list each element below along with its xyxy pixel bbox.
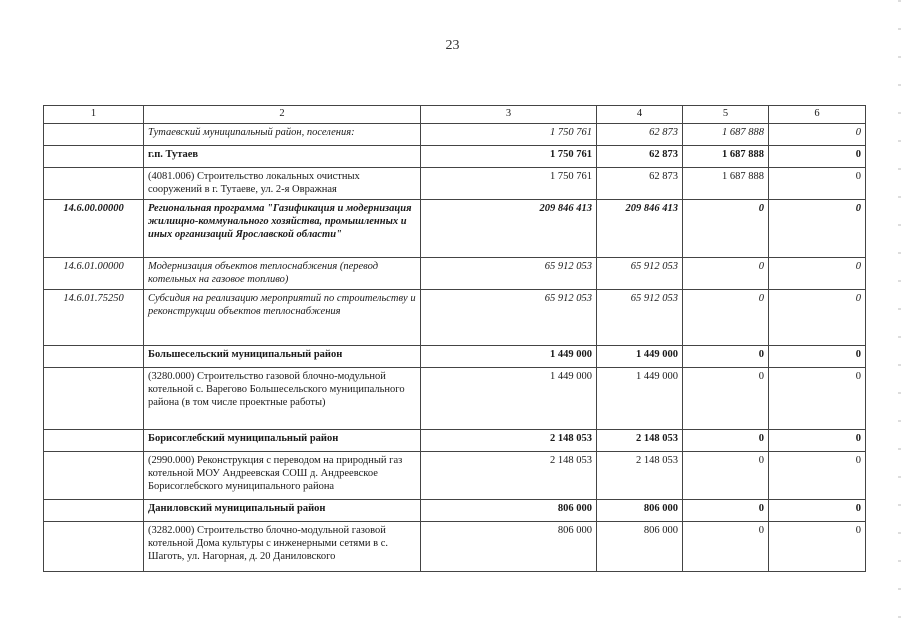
- cell-name: Большесельский муниципальный район: [144, 346, 421, 368]
- cell-regional: 65 912 053: [597, 258, 683, 290]
- page-number: 23: [445, 38, 460, 53]
- cell-code: 14.6.01.75250: [44, 290, 144, 346]
- table-row: [44, 346, 866, 368]
- cell-other: 0: [769, 522, 866, 572]
- cell-name: Тутаевский муниципальный район, поселения:: [144, 124, 421, 146]
- table-row: [44, 290, 866, 346]
- cell-local: 0: [683, 346, 769, 368]
- header-col-3: 3: [421, 106, 597, 124]
- cell-code: [44, 168, 144, 200]
- cell-code: [44, 368, 144, 430]
- cell-code: [44, 500, 144, 522]
- cell-local: 0: [683, 522, 769, 572]
- table-row: [44, 124, 866, 146]
- table-row: [44, 522, 866, 572]
- cell-regional: 209 846 413: [597, 200, 683, 258]
- cell-name: Субсидия на реализацию мероприятий по строительству и реконструкции объектов теплоснабжения: [144, 290, 421, 346]
- cell-regional: 1 449 000: [597, 346, 683, 368]
- header-col-6: 6: [769, 106, 866, 124]
- cell-total: 1 750 761: [421, 124, 597, 146]
- cell-name: Борисоглебский муниципальный район: [144, 430, 421, 452]
- header-col-2: 2: [144, 106, 421, 124]
- table-row: [44, 258, 866, 290]
- table-row: [44, 368, 866, 430]
- cell-name: Региональная программа "Газификация и модернизация жилищно-коммунального хозяйства, промышленных и иных организаций Ярославской области": [144, 200, 421, 258]
- header-col-1: 1: [44, 106, 144, 124]
- cell-local: 0: [683, 200, 769, 258]
- cell-local: 0: [683, 290, 769, 346]
- cell-local: 0: [683, 500, 769, 522]
- cell-name: Даниловский муниципальный район: [144, 500, 421, 522]
- cell-local: 0: [683, 368, 769, 430]
- cell-regional: 806 000: [597, 500, 683, 522]
- cell-name: г.п. Тутаев: [144, 146, 421, 168]
- cell-total: 1 750 761: [421, 146, 597, 168]
- cell-total: 806 000: [421, 500, 597, 522]
- header-col-4: 4: [597, 106, 683, 124]
- table-row: [44, 146, 866, 168]
- cell-regional: 62 873: [597, 124, 683, 146]
- cell-other: 0: [769, 290, 866, 346]
- table-body: [44, 124, 866, 572]
- cell-code: 14.6.00.00000: [44, 200, 144, 258]
- cell-code: [44, 430, 144, 452]
- cell-local: 1 687 888: [683, 146, 769, 168]
- table-row: [44, 452, 866, 500]
- cell-total: 1 449 000: [421, 346, 597, 368]
- cell-name: (3280.000) Строительство газовой блочно-модульной котельной с. Варегово Большесельского муниципального района (в том числе проектные работы): [144, 368, 421, 430]
- cell-other: 0: [769, 200, 866, 258]
- cell-regional: 62 873: [597, 146, 683, 168]
- cell-other: 0: [769, 346, 866, 368]
- cell-other: 0: [769, 124, 866, 146]
- cell-total: 65 912 053: [421, 258, 597, 290]
- cell-name: (2990.000) Реконструкция с переводом на природный газ котельной МОУ Андреевская СОШ д. Андреевское Борисоглебского муниципального района: [144, 452, 421, 500]
- budget-table: [43, 105, 866, 572]
- cell-total: 1 449 000: [421, 368, 597, 430]
- table-row: [44, 500, 866, 522]
- cell-code: 14.6.01.00000: [44, 258, 144, 290]
- table-row: [44, 200, 866, 258]
- cell-local: 1 687 888: [683, 168, 769, 200]
- cell-local: 0: [683, 430, 769, 452]
- cell-regional: 2 148 053: [597, 430, 683, 452]
- cell-total: 65 912 053: [421, 290, 597, 346]
- cell-code: [44, 452, 144, 500]
- cell-name: Модернизация объектов теплоснабжения (перевод котельных на газовое топливо): [144, 258, 421, 290]
- table-row: [44, 430, 866, 452]
- cell-local: 0: [683, 258, 769, 290]
- cell-regional: 1 449 000: [597, 368, 683, 430]
- header-col-5: 5: [683, 106, 769, 124]
- table-row: [44, 168, 866, 200]
- cell-regional: 806 000: [597, 522, 683, 572]
- cell-regional: 2 148 053: [597, 452, 683, 500]
- scan-edge-marks: [898, 0, 901, 640]
- cell-code: [44, 346, 144, 368]
- cell-other: 0: [769, 168, 866, 200]
- cell-name: (4081.006) Строительство локальных очистных сооружений в г. Тутаеве, ул. 2-я Овражная: [144, 168, 421, 200]
- cell-other: 0: [769, 258, 866, 290]
- cell-regional: 62 873: [597, 168, 683, 200]
- cell-total: 2 148 053: [421, 452, 597, 500]
- cell-name: (3282.000) Строительство блочно-модульной газовой котельной Дома культуры с инженерными сетями в с. Шаготь, ул. Нагорная, д. 20 Даниловского: [144, 522, 421, 572]
- cell-total: 2 148 053: [421, 430, 597, 452]
- cell-total: 806 000: [421, 522, 597, 572]
- cell-local: 1 687 888: [683, 124, 769, 146]
- cell-local: 0: [683, 452, 769, 500]
- cell-other: 0: [769, 430, 866, 452]
- cell-total: 1 750 761: [421, 168, 597, 200]
- cell-code: [44, 124, 144, 146]
- cell-other: 0: [769, 452, 866, 500]
- cell-total: 209 846 413: [421, 200, 597, 258]
- cell-other: 0: [769, 368, 866, 430]
- cell-regional: 65 912 053: [597, 290, 683, 346]
- cell-other: 0: [769, 146, 866, 168]
- cell-other: 0: [769, 500, 866, 522]
- cell-code: [44, 522, 144, 572]
- header-row: [44, 106, 866, 124]
- cell-code: [44, 146, 144, 168]
